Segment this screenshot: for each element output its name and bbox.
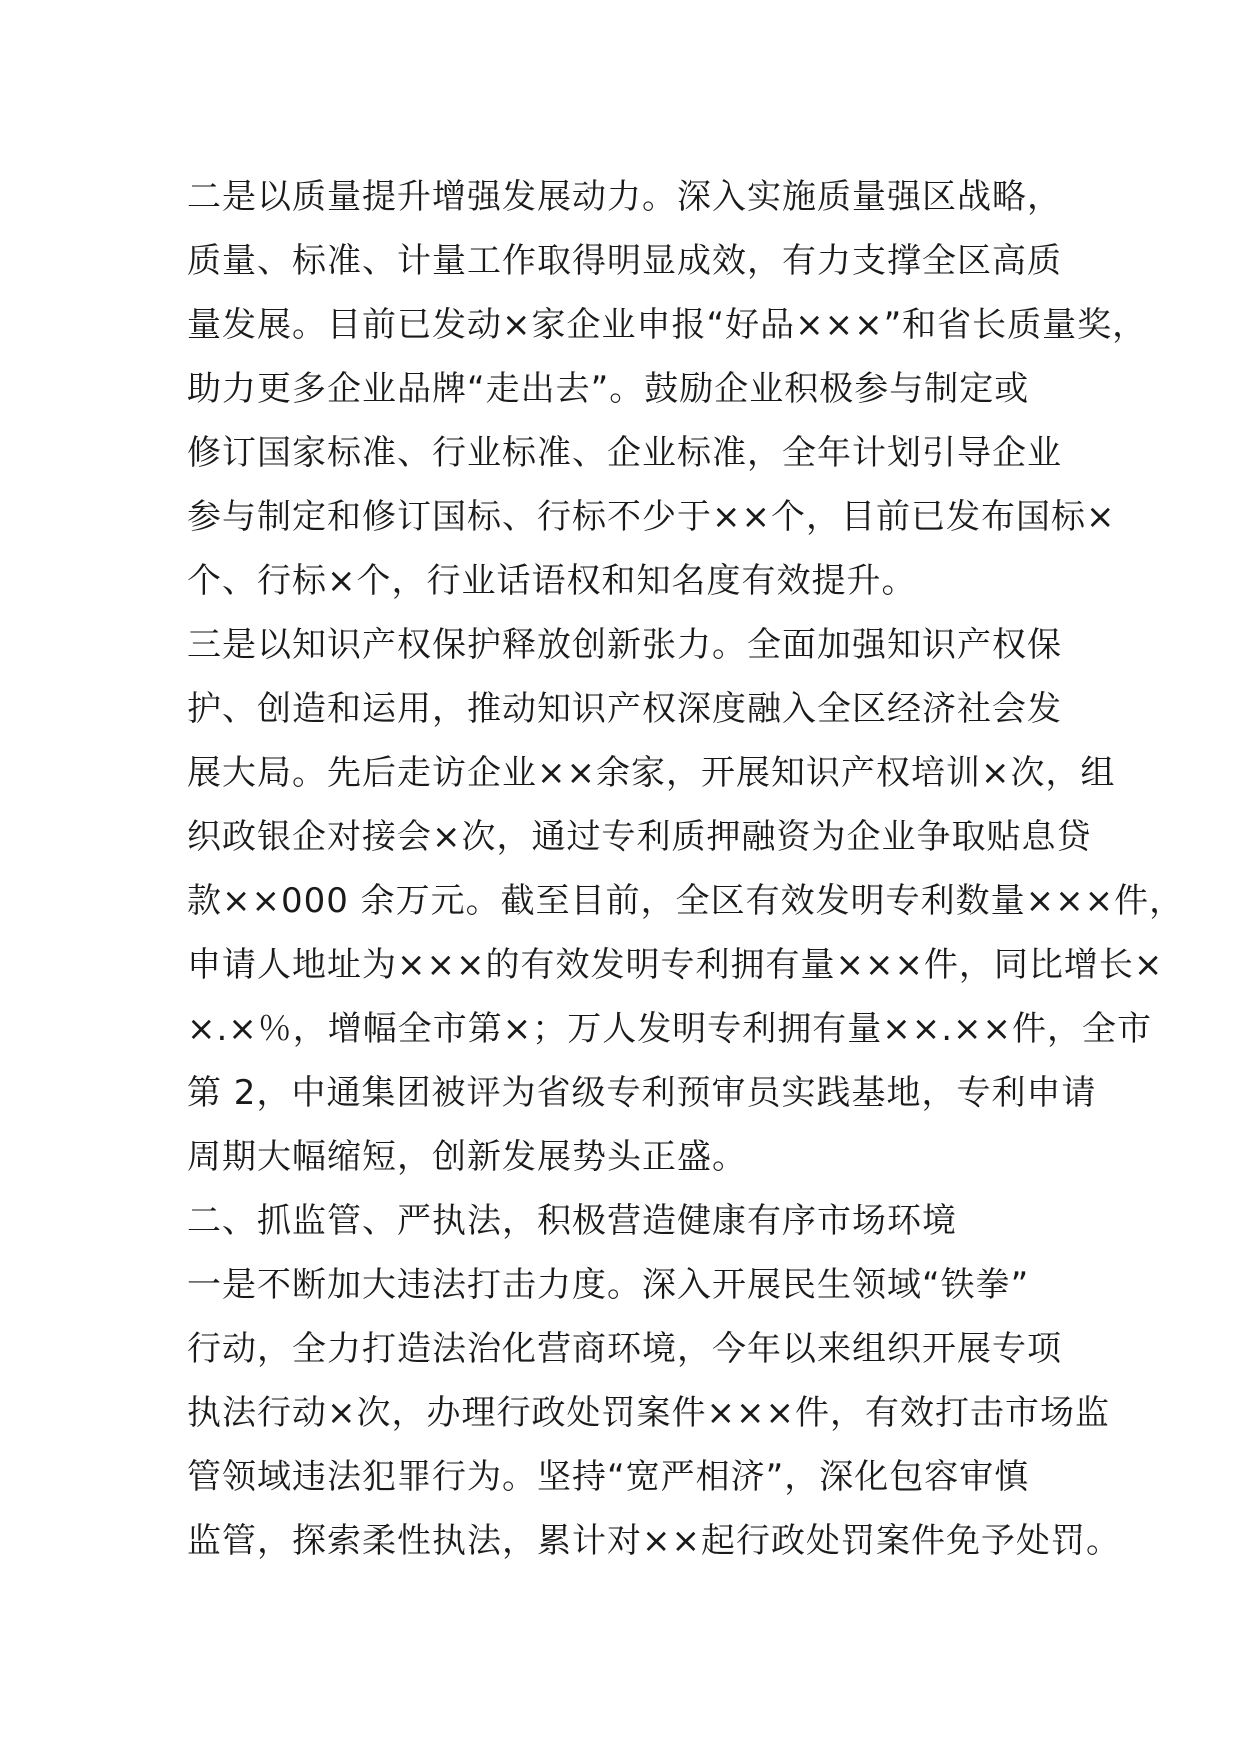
section-heading: 二、抓监管、严执法，积极营造健康有序市场环境 (187, 1201, 957, 1241)
document-body (187, 165, 1185, 1573)
text-line: 管领域违法犯罪行为。坚持“宽严相济”，深化包容审慎 (187, 1457, 1030, 1497)
text-line: 周期大幅缩短，创新发展势头正盛。 (187, 1137, 747, 1177)
text-line: 量发展。目前已发动×家企业申报“好品×××”和省长质量奖， (187, 305, 1148, 345)
text-line: 第 2，中通集团被评为省级专利预审员实践基地，专利申请 (187, 1073, 1097, 1113)
text-line: 监管，探索柔性执法，累计对××起行政处罚案件免予处罚。 (187, 1521, 1121, 1561)
text-line: 修订国家标准、行业标准、企业标准，全年计划引导企业 (187, 433, 1062, 473)
text-line: 护、创造和运用，推动知识产权深度融入全区经济社会发 (187, 689, 1062, 729)
text-line: 织政银企对接会×次，通过专利质押融资为企业争取贴息贷 (187, 817, 1092, 857)
text-line: 一是不断加大违法打击力度。深入开展民生领域“铁拳” (187, 1265, 1030, 1305)
text-line: 行动，全力打造法治化营商环境，今年以来组织开展专项 (187, 1329, 1062, 1369)
text-line: 展大局。先后走访企业××余家，开展知识产权培训×次，组 (187, 753, 1116, 793)
text-line: 个、行标×个，行业话语权和知名度有效提升。 (187, 561, 917, 601)
text-line: 助力更多企业品牌“走出去”。鼓励企业积极参与制定或 (187, 369, 1030, 409)
text-line: 申请人地址为×××的有效发明专利拥有量×××件，同比增长× (187, 945, 1164, 985)
text-line: 质量、标准、计量工作取得明显成效，有力支撑全区高质 (187, 241, 1062, 281)
text-line: 三是以知识产权保护释放创新张力。全面加强知识产权保 (187, 625, 1062, 665)
text-line: 参与制定和修订国标、行标不少于××个，目前已发布国标× (187, 497, 1116, 537)
text-line: 执法行动×次，办理行政处罚案件×××件，有效打击市场监 (187, 1393, 1110, 1433)
text-line: ×.×％，增幅全市第×；万人发明专利拥有量××.××件，全市 (187, 1009, 1153, 1049)
text-line: 二是以质量提升增强发展动力。深入实施质量强区战略， (187, 177, 1062, 217)
text-line: 款××000 余万元。截至目前，全区有效发明专利数量×××件， (187, 881, 1185, 921)
